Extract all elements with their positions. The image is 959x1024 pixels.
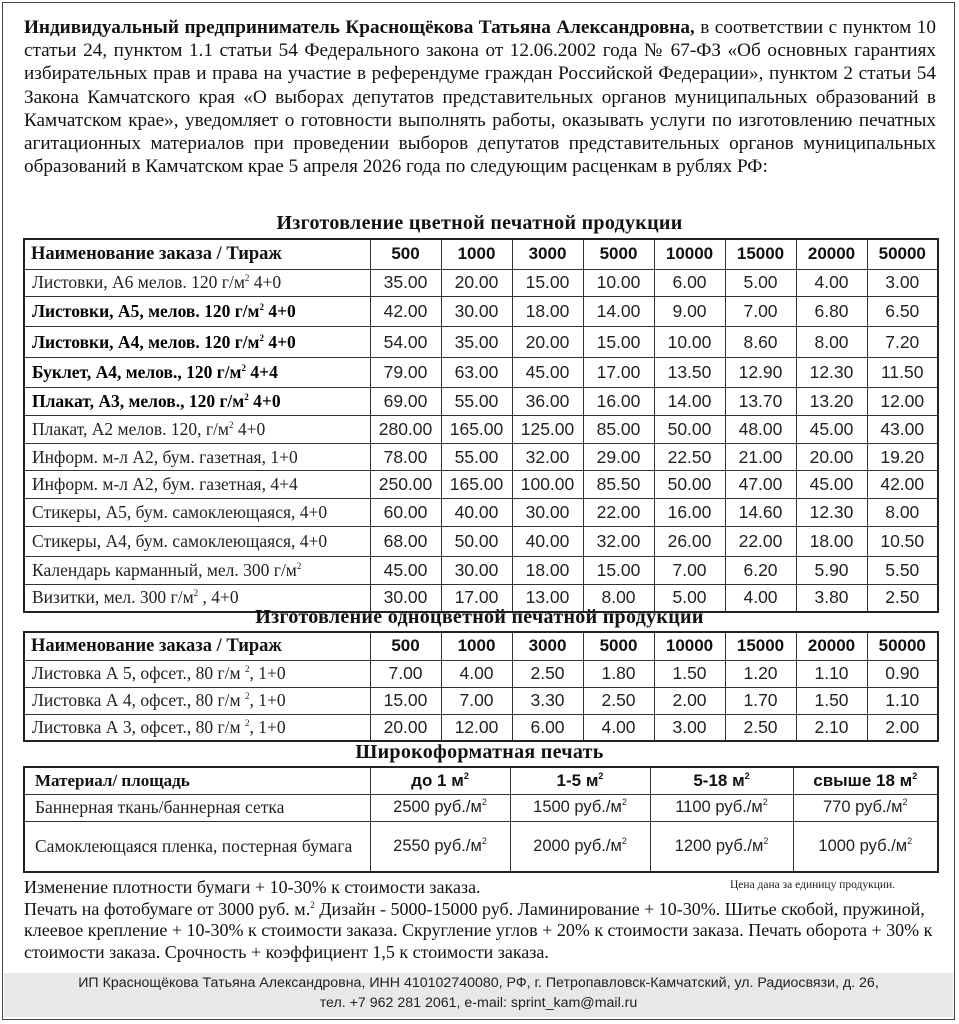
intro-paragraph [24,16,936,178]
note-line-density: Изменение плотности бумаги + 10-30% к стоимости заказа. [24,877,481,897]
price-cell: 280.00 [370,416,441,444]
price-cell: 13.20 [796,388,867,416]
price-cell: 50.00 [654,471,725,499]
table-row [24,416,938,444]
price-cell: 1100 $руб./м^2$ [650,794,793,821]
price-cell: 20.00 [512,327,583,358]
price-cell: 1.80 [583,660,654,687]
price-cell: 18.00 [512,557,583,585]
price-cell: 7.00 [370,660,441,687]
column-header-qty: 3000 [512,632,583,660]
price-cell: 6.00 [512,714,583,741]
price-cell: 17.00 [441,585,512,612]
price-cell: 16.00 [654,499,725,527]
price-cell: 12.00 [867,388,938,416]
wide-print-title: Широкоформатная печать [355,741,604,763]
product-name: Календарь карманный, мел. 300 $г/м^2$ [24,557,370,585]
price-cell: 2.00 [867,714,938,741]
price-cell: 13.50 [654,358,725,388]
table-header-row [24,632,938,660]
price-cell: 7.20 [867,327,938,358]
table-header-row [24,239,938,269]
price-cell: 1.70 [725,687,796,714]
price-cell: 30.00 [441,557,512,585]
product-name: Листовка А 5, офсет., 80 г/м $^2$, 1+0 [24,660,370,687]
table-row [24,358,938,388]
price-cell: 54.00 [370,327,441,358]
footer-line-contacts: тел. +7 962 281 2061, e-mail: sprint_kam@mail.ru [319,995,638,1011]
price-cell: 17.00 [583,358,654,388]
price-cell: 2.00 [654,687,725,714]
price-cell: 12.00 [441,714,512,741]
column-header-qty: 15000 [725,632,796,660]
price-cell: 165.00 [441,471,512,499]
price-cell: 7.00 [725,297,796,327]
price-cell: 5.90 [796,557,867,585]
product-name: Листовки, А6 мелов. 120 $г/м^2$ 4+0 [24,269,370,297]
price-cell: 55.00 [441,444,512,471]
price-cell: 10.00 [583,269,654,297]
price-cell: 125.00 [512,416,583,444]
price-cell: 15.00 [370,687,441,714]
column-header-area: 5-18 $м^2$ [650,767,793,794]
price-cell: 100.00 [512,471,583,499]
price-cell: 42.00 [370,297,441,327]
price-cell: 5.00 [654,585,725,612]
price-cell: 4.00 [796,269,867,297]
price-cell: 18.00 [796,527,867,557]
price-cell: 19.20 [867,444,938,471]
price-cell: 26.00 [654,527,725,557]
product-name: Визитки, мел. 300 $г/м^2$ , 4+0 [24,585,370,612]
price-cell: 45.00 [796,416,867,444]
column-header-area: до 1 $м^2$ [370,767,510,794]
price-cell: 1.10 [796,660,867,687]
price-cell: 32.00 [583,527,654,557]
price-cell: 15.00 [512,269,583,297]
price-cell: 12.30 [796,358,867,388]
column-header-qty: 20000 [796,239,867,269]
price-cell: 50.00 [441,527,512,557]
price-cell: 3.30 [512,687,583,714]
column-header-name: Наименование заказа / Тираж [24,632,370,660]
price-cell: 30.00 [370,585,441,612]
price-cell: 85.50 [583,471,654,499]
color-print-table [23,238,939,613]
price-cell: 29.00 [583,444,654,471]
price-cell: 6.20 [725,557,796,585]
price-cell: 40.00 [441,499,512,527]
price-cell: 6.50 [867,297,938,327]
product-name: Листовки, А4, мелов. 120 $г/м^2$ 4+0 [24,327,370,358]
wide-print-table [23,766,939,873]
price-cell: 8.00 [583,585,654,612]
table-row [24,444,938,471]
column-header-qty: 50000 [867,239,938,269]
table-row [24,794,938,821]
price-cell: 2.10 [796,714,867,741]
product-name: Плакат, А2 мелов. 120, $г/м^2$ 4+0 [24,416,370,444]
product-name: Информ. м-л А2, бум. газетная, 4+4 [24,471,370,499]
price-cell: 43.00 [867,416,938,444]
column-header-qty: 500 [370,239,441,269]
table-row [24,327,938,358]
price-cell: 22.50 [654,444,725,471]
product-name: Листовки, А5, мелов. 120 $г/м^2$ 4+0 [24,297,370,327]
product-name: Стикеры, А4, бум. самоклеющаяся, 4+0 [24,527,370,557]
price-cell: 4.00 [441,660,512,687]
price-cell: 3.00 [654,714,725,741]
price-cell: 11.50 [867,358,938,388]
product-name: Листовка А 4, офсет., 80 г/м $^2$, 1+0 [24,687,370,714]
price-cell: 1200 $руб./м^2$ [650,821,793,872]
price-cell: 13.70 [725,388,796,416]
table-row [24,557,938,585]
price-cell: 0.90 [867,660,938,687]
table-row [24,269,938,297]
price-cell: 20.00 [796,444,867,471]
price-cell: 2.50 [867,585,938,612]
price-cell: 4.00 [583,714,654,741]
price-cell: 21.00 [725,444,796,471]
price-cell: 45.00 [796,471,867,499]
column-header-qty: 20000 [796,632,867,660]
price-cell: 6.80 [796,297,867,327]
price-cell: 7.00 [441,687,512,714]
mono-print-table [23,631,939,742]
unit-price-note: Цена дана за единицу продукции. [730,879,896,891]
column-header-name: Наименование заказа / Тираж [24,239,370,269]
price-cell: 5.00 [725,269,796,297]
column-header-area: 1-5 $м^2$ [510,767,650,794]
price-cell: 85.00 [583,416,654,444]
material-name: Самоклеющаяся пленка, постерная бумага [24,821,370,872]
price-cell: 8.00 [796,327,867,358]
table-header-row [24,767,938,794]
price-cell: 14.00 [654,388,725,416]
price-cell: 8.00 [867,499,938,527]
table-row [24,660,938,687]
price-cell: 48.00 [725,416,796,444]
price-cell: 12.90 [725,358,796,388]
price-cell: 7.00 [654,557,725,585]
price-cell: 10.00 [654,327,725,358]
price-cell: 55.00 [441,388,512,416]
price-cell: 32.00 [512,444,583,471]
price-cell: 45.00 [370,557,441,585]
price-cell: 2500 $руб./м^2$ [370,794,510,821]
price-cell: 10.50 [867,527,938,557]
price-cell: 22.00 [725,527,796,557]
price-cell: 15.00 [583,327,654,358]
price-cell: 20.00 [441,269,512,297]
price-cell: 18.00 [512,297,583,327]
price-cell: 42.00 [867,471,938,499]
price-cell: 68.00 [370,527,441,557]
table-row [24,714,938,741]
price-cell: 12.30 [796,499,867,527]
price-cell: 30.00 [512,499,583,527]
price-cell: 2550 $руб./м^2$ [370,821,510,872]
price-cell: 47.00 [725,471,796,499]
price-cell: 2.50 [583,687,654,714]
column-header-qty: 10000 [654,632,725,660]
contact-footer [4,973,953,1017]
price-cell: 2000 $руб./м^2$ [510,821,650,872]
intro-text: в соответствии с пунктом 10 статьи 24, пунктом 1.1 статьи 54 Федерального закона от 12.06.2002 года № 67-ФЗ «Об основных гарантиях избирательных прав и права на участие в референдуме граждан Российской Федерации», пунктом 2 статьи 54 Закона Камчатского края «О выборах депутатов представительных органов муниципальных образований в Камчатском крае», уведомляет о готовности выполнять работы, оказывать услуги по изготовлению печатных агитационных материалов при проведении выборов депутатов представительных органов муниципальных образований в Камчатском крае 5 апреля 2026 года по следующим расценкам в рублях РФ: [24,17,936,178]
column-header-qty: 3000 [512,239,583,269]
column-header-material: Материал/ площадь [24,767,370,794]
price-cell: 36.00 [512,388,583,416]
price-cell: 770 $руб./м^2$ [793,794,938,821]
table-row [24,687,938,714]
table-row [24,297,938,327]
price-cell: 1.50 [654,660,725,687]
price-cell: 69.00 [370,388,441,416]
price-cell: 30.00 [441,297,512,327]
price-cell: 8.60 [725,327,796,358]
price-cell: 63.00 [441,358,512,388]
price-cell: 16.00 [583,388,654,416]
price-cell: 20.00 [370,714,441,741]
table-row [24,499,938,527]
table-row [24,527,938,557]
price-cell: 45.00 [512,358,583,388]
product-name: Буклет, А4, мелов., 120 $г/м^2$ 4+4 [24,358,370,388]
price-cell: 2.50 [512,660,583,687]
column-header-qty: 1000 [441,239,512,269]
price-cell: 14.60 [725,499,796,527]
product-name: Плакат, А3, мелов., 120 $г/м^2$ 4+0 [24,388,370,416]
product-name: Листовка А 3, офсет., 80 г/м $^2$, 1+0 [24,714,370,741]
price-cell: 3.80 [796,585,867,612]
price-cell: 60.00 [370,499,441,527]
column-header-qty: 1000 [441,632,512,660]
column-header-qty: 500 [370,632,441,660]
footer-line-address: ИП Краснощёкова Татьяна Александровна, ИНН 410102740080, РФ, г. Петропавловск-Камчатский, ул. Радиосвязи, д. 26, [78,975,879,991]
product-name: Стикеры, А5, бум. самоклеющаяся, 4+0 [24,499,370,527]
color-print-title: Изготовление цветной печатной продукции [276,212,683,234]
notes-block [24,877,944,963]
column-header-qty: 5000 [583,239,654,269]
price-cell: 13.00 [512,585,583,612]
table-row [24,821,938,872]
price-cell: 5.50 [867,557,938,585]
price-cell: 3.00 [867,269,938,297]
intro-bold-lead: Индивидуальный предприниматель Краснощёкова Татьяна Александровна, [24,17,695,38]
price-cell: 78.00 [370,444,441,471]
price-cell: 15.00 [583,557,654,585]
price-cell: 6.00 [654,269,725,297]
note-line-services: Печать на фотобумаге от 3000 руб. м.$^2$ Дизайн - 5000-15000 руб. Ламинирование + 10-30%. Шитье скобой, пружиной, клеевое крепление + 10-30% к стоимости заказа. Скругление углов + 20% к стоимости заказа. Печать оборота + 30% к стоимости заказа. Срочность + коэффициент 1,5 к стоимости заказа. [24,898,933,962]
price-cell: 40.00 [512,527,583,557]
price-cell: 50.00 [654,416,725,444]
price-cell: 1.50 [796,687,867,714]
price-cell: 14.00 [583,297,654,327]
price-cell: 35.00 [370,269,441,297]
column-header-area: свыше 18 $м^2$ [793,767,938,794]
price-cell: 22.00 [583,499,654,527]
column-header-qty: 10000 [654,239,725,269]
price-cell: 9.00 [654,297,725,327]
product-name: Информ. м-л А2, бум. газетная, 1+0 [24,444,370,471]
mono-print-title: Изготовление одноцветной печатной продукции [255,606,704,628]
price-cell: 1.20 [725,660,796,687]
price-cell: 1500 $руб./м^2$ [510,794,650,821]
price-cell: 165.00 [441,416,512,444]
column-header-qty: 5000 [583,632,654,660]
material-name: Баннерная ткань/баннерная сетка [24,794,370,821]
price-cell: 1.10 [867,687,938,714]
price-cell: 2.50 [725,714,796,741]
price-cell: 250.00 [370,471,441,499]
column-header-qty: 50000 [867,632,938,660]
table-row [24,388,938,416]
price-cell: 35.00 [441,327,512,358]
column-header-qty: 15000 [725,239,796,269]
table-row [24,471,938,499]
price-cell: 79.00 [370,358,441,388]
price-cell: 1000 $руб./м^2$ [793,821,938,872]
price-cell: 4.00 [725,585,796,612]
